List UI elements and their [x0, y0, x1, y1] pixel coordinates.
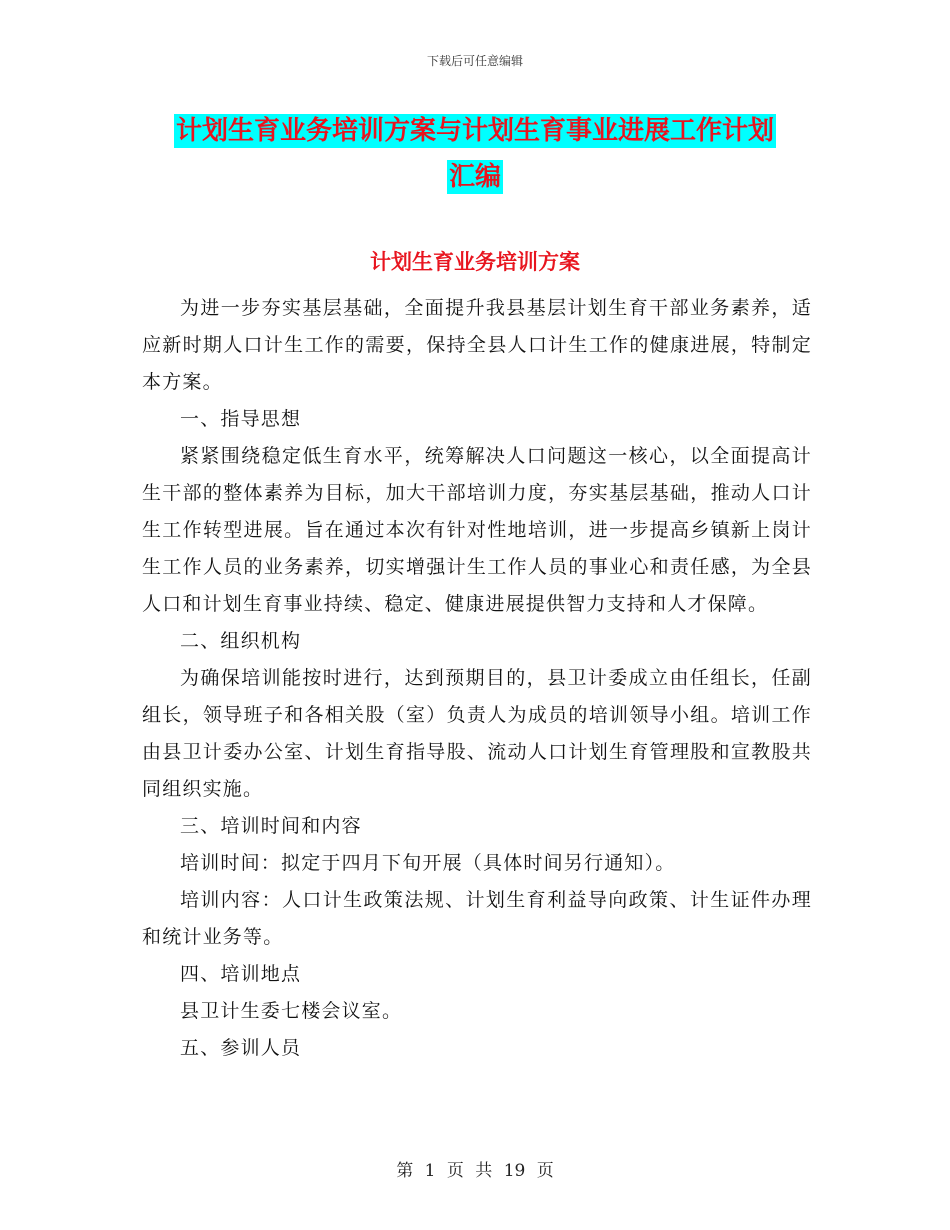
- paragraph-location: 县卫计生委七楼会议室。: [180, 1000, 403, 1022]
- paragraph-organization: 为确保培训能按时进行，达到预期目的，县卫计委成立由任组长，任副组长，领导班子和各相关股（室）负责人为成员的培训领导小组。培训工作由县卫计委办公室、计划生育指导股、流动人口计划生育管理股和宣教股共同组织实施。: [142, 667, 812, 800]
- heading-guiding-ideology: 一、指导思想: [180, 408, 302, 430]
- document-title-line-2: 汇编: [448, 162, 501, 192]
- document-title: [140, 108, 810, 200]
- paragraph-guiding-ideology: 紧紧围绕稳定低生育水平，统筹解决人口问题这一核心，以全面提高计生干部的整体素养为目标，加大干部培训力度，夯实基层基础，推动人口计生工作转型进展。旨在通过本次有针对性地培训，进一步提高乡镇新上岗计生工作人员的业务素养，切实增强计生工作人员的事业心和责任感，为全县人口和计划生育事业持续、稳定、健康进展提供智力支持和人才保障。: [142, 445, 812, 615]
- page-header-note: 下载后可任意编辑: [426, 54, 523, 68]
- paragraph-training-content: 培训内容：人口计生政策法规、计划生育利益导向政策、计生证件办理和统计业务等。: [142, 889, 812, 948]
- document-body: [142, 290, 812, 1067]
- paragraph-intro: 为进一步夯实基层基础，全面提升我县基层计划生育干部业务素养，适应新时期人口计生工作的需要，保持全县人口计生工作的健康进展，特制定本方案。: [142, 297, 812, 393]
- paragraph-training-time: 培训时间：拟定于四月下旬开展（具体时间另行通知）。: [180, 852, 676, 874]
- page-number: 第 1 页 共 19 页: [396, 1161, 554, 1181]
- section-title: 计划生育业务培训方案: [370, 249, 580, 274]
- heading-participants: 五、参训人员: [180, 1037, 302, 1059]
- heading-location: 四、培训地点: [180, 963, 302, 985]
- document-title-line-1: 计划生育业务培训方案与计划生育事业进展工作计划: [175, 116, 774, 146]
- heading-time-content: 三、培训时间和内容: [180, 815, 362, 837]
- heading-organization: 二、组织机构: [180, 630, 302, 652]
